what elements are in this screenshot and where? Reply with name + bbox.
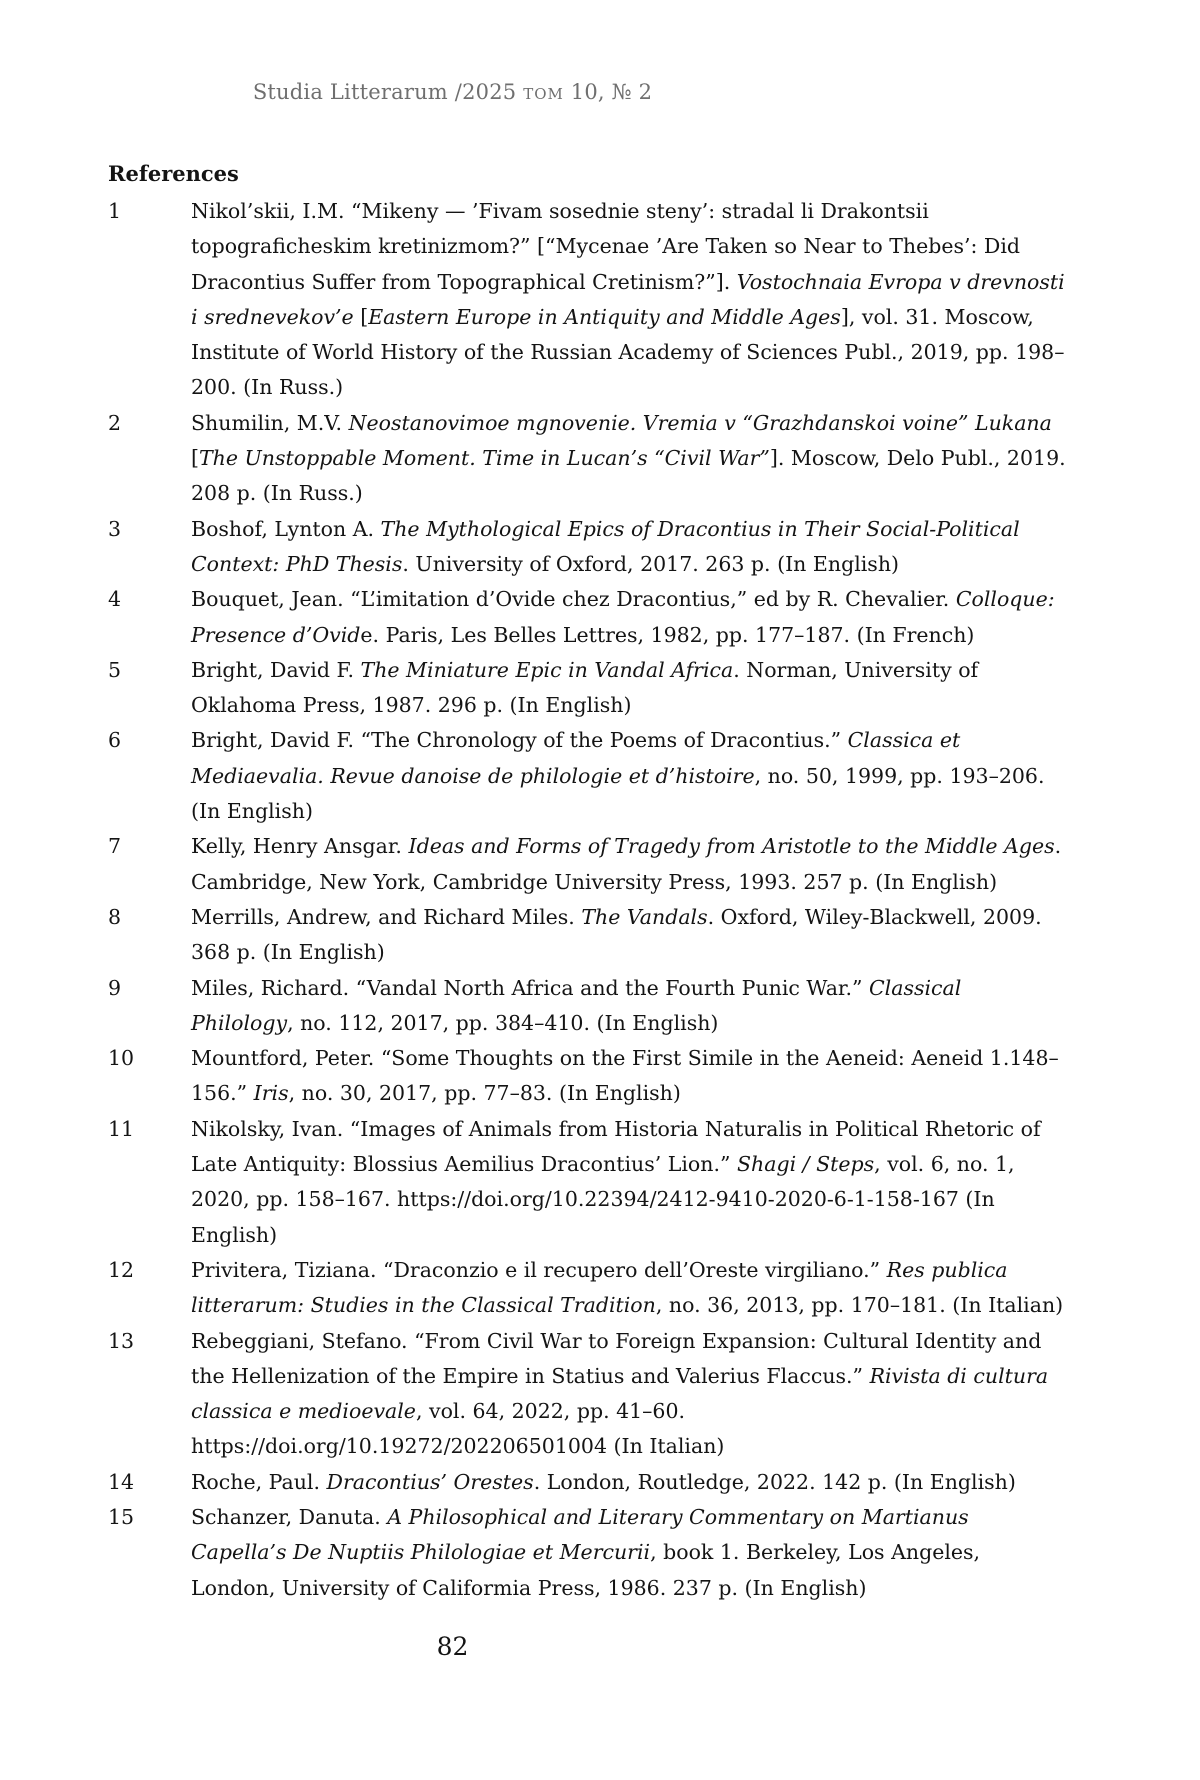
running-head: Studia Litterarum /2025 том 10, № 2	[252, 80, 653, 104]
reference-segment: Bouquet, Jean. “L’imitation d’Ovide chez Dracontius,” ed by R. Chevalier.	[191, 587, 956, 612]
volume-number: 10	[570, 80, 598, 104]
reference-segment: , no. 112, 2017, pp. 384–410. (In English)	[287, 1010, 719, 1035]
reference-title-italic: Shagi / Steps	[737, 1152, 875, 1177]
reference-item	[108, 1041, 1068, 1112]
reference-segment: , book 1. Berkeley, Los Angeles, London, University of Califormia Press, 1986. 237 p. (In English)	[191, 1540, 981, 1600]
reference-segment: , no. 50, 1999, pp. 193–206. (In English)	[191, 763, 1045, 824]
reference-title-italic: The Unstoppable Moment. Time in Lucan’s “Civil War”	[199, 446, 770, 471]
reference-segment: , no. 30, 2017, pp. 77–83. (In English)	[288, 1081, 681, 1106]
reference-number: 10	[108, 1046, 135, 1071]
reference-number: 3	[108, 516, 122, 541]
reference-number: 13	[108, 1328, 135, 1353]
reference-title-italic: Rivista di cultura classica e medioevale	[191, 1363, 1049, 1424]
reference-text	[191, 1470, 1016, 1494]
reference-text	[191, 199, 1065, 399]
reference-number: 2	[108, 410, 122, 435]
reference-segment: , vol. 64, 2022, pp. 41–60. https://doi.org/10.19272/202206501004 (In Italian)	[191, 1399, 725, 1459]
reference-text	[191, 1329, 1048, 1459]
reference-text	[191, 976, 961, 1035]
reference-title-italic: Neostanovimoe mgnovenie. Vremia v “Grazhdanskoi voine” Lukana	[348, 410, 1052, 435]
reference-text	[191, 1258, 1063, 1317]
reference-segment: Miles, Richard. “Vandal North Africa and the Fourth Punic War.”	[191, 975, 869, 1000]
reference-segment: [	[353, 304, 369, 329]
reference-item	[108, 900, 1068, 971]
reference-item	[108, 582, 1068, 653]
reference-item	[108, 1324, 1068, 1465]
journal-name: Studia Litterarum /2025	[252, 80, 517, 104]
reference-segment: Rebeggiani, Stefano. “From Civil War to Foreign Expansion: Cultural Identity and the Hellenization of the Empire in Statius and Valerius Flaccus.”	[191, 1328, 1042, 1388]
reference-segment: . Oxford, Wiley-Blackwell, 2009. 368 p. (In English)	[191, 904, 1042, 965]
reference-number: 1	[108, 199, 122, 223]
reference-segment: , no. 36, 2013, pp. 170–181. (In Italian)	[655, 1293, 1064, 1318]
reference-segment: ]. Moscow, Delo Publ., 2019. 208 p. (In Russ.)	[191, 446, 1066, 506]
reference-segment: Merrills, Andrew, and Richard Miles.	[191, 904, 582, 929]
volume-label: том	[523, 80, 564, 104]
reference-title-italic: The Vandals	[581, 904, 708, 929]
reference-number: 12	[108, 1257, 135, 1282]
reference-item	[108, 723, 1068, 829]
reference-title-italic: Dracontius’ Orestes	[326, 1469, 534, 1494]
reference-segment: [	[191, 446, 199, 471]
reference-segment: . University of Oxford, 2017. 263 p. (In English)	[402, 551, 900, 576]
reference-segment: , vol. 6, no. 1, 2020, pp. 158–167. https://doi.org/10.22394/2412-9410-2020-6-1-158-167 (In English)	[191, 1152, 1015, 1247]
reference-segment: Roche, Paul.	[191, 1469, 327, 1494]
reference-title-italic: Classica et Mediaevalia. Revue danoise de philologie et d’histoire	[191, 728, 961, 788]
reference-title-italic: Eastern Europe in Antiquity and Middle Ages	[368, 304, 841, 329]
reference-item	[108, 406, 1068, 512]
reference-segment: Schanzer, Danuta.	[191, 1504, 388, 1529]
reference-number: 8	[108, 904, 122, 929]
reference-segment: Mountford, Peter. “Some Thoughts on the First Simile in the Aeneid: Aeneid 1.148–156.”	[191, 1046, 1059, 1106]
reference-segment: . Cambridge, New York, Cambridge University Press, 1993. 257 p. (In English)	[191, 834, 1062, 894]
reference-segment: Kelly, Henry Ansgar.	[191, 834, 409, 859]
reference-item	[108, 971, 1068, 1042]
reference-text	[191, 517, 1020, 576]
reference-title-italic: Colloque: Presence d’Ovid	[191, 587, 1055, 647]
reference-number: 4	[108, 587, 122, 612]
reference-number: 14	[108, 1469, 135, 1494]
reference-text	[191, 905, 1042, 964]
reference-segment: Shumilin, M.V.	[191, 410, 349, 435]
reference-item	[108, 194, 1068, 406]
reference-segment: Nikolsky, Ivan. “Images of Animals from Historia Naturalis in Political Rhetoric of Late Antiquity: Blossius Aemilius Dracontius’ Lion.”	[191, 1116, 1041, 1177]
reference-title-italic: Iris	[253, 1081, 289, 1106]
reference-item	[108, 1465, 1068, 1500]
reference-item	[108, 829, 1068, 900]
reference-item	[108, 1112, 1068, 1253]
references-list	[108, 194, 1068, 1606]
reference-number: 11	[108, 1116, 135, 1141]
reference-text	[191, 834, 1061, 893]
reference-segment: e. Paris, Les Belles Lettres, 1982, pp. 177–187. (In French)	[360, 622, 975, 647]
reference-segment: . Norman, University of Oklahoma Press, 1987. 296 p. (In English)	[191, 657, 979, 718]
reference-segment: Bright, David F. “The Chronology of the Poems of Dracontius.”	[191, 728, 848, 753]
reference-text	[191, 587, 1055, 646]
reference-segment: Bright, David F.	[191, 657, 361, 682]
reference-title-italic: The Miniature Epic in Vandal Africa	[360, 657, 734, 682]
reference-number: 15	[108, 1504, 135, 1529]
reference-item	[108, 1500, 1068, 1606]
reference-text	[191, 1505, 980, 1600]
reference-segment: Boshof, Lynton A.	[191, 516, 381, 541]
reference-item	[108, 653, 1068, 724]
reference-text	[191, 1046, 1059, 1105]
page-number: 82	[436, 1632, 469, 1661]
references-heading: References	[108, 161, 239, 186]
reference-title-italic: The Mythological Epics of Dracontius in Their Social-Political Context: PhD Thesis	[191, 516, 1020, 576]
reference-title-italic: Res publica litterarum: Studies in the Classical Tradition	[191, 1257, 1008, 1318]
reference-item	[108, 512, 1068, 583]
reference-title-italic: A Philosophical and Literary Commentary on Martianus Capella’s De Nuptiis Philologiae et Mercurii	[191, 1504, 969, 1565]
reference-number: 7	[108, 834, 122, 859]
reference-number: 5	[108, 657, 122, 682]
reference-item	[108, 1253, 1068, 1324]
reference-title-italic: Vostochnaia Evropa v drevnosti i srednevekov’e	[191, 269, 1065, 329]
reference-title-italic: Classical Philology	[191, 975, 962, 1035]
reference-text	[191, 411, 1066, 506]
reference-segment: . London, Routledge, 2022. 142 p. (In English)	[533, 1469, 1016, 1494]
reference-title-italic: Ideas and Forms of Tragedy from Aristotle to the Middle Ages	[408, 834, 1055, 859]
reference-text	[191, 658, 978, 717]
issue-number: № 2	[611, 80, 653, 104]
reference-number: 6	[108, 728, 122, 753]
reference-number: 9	[108, 975, 122, 1000]
reference-segment: Privitera, Tiziana. “Draconzio e il recupero dell’Oreste virgiliano.”	[191, 1257, 887, 1282]
reference-segment: Nikol’skii, I.M. “Mikeny — ’Fivam sosednie steny’: stradal li Drakontsii topograficheskim kretinizmom?” [“Mycenae ’Are Taken so Near to Thebes’: Did Dracontius Suffer from Topographical Cretinism?”].	[191, 199, 1021, 294]
reference-text	[191, 728, 1044, 823]
reference-segment: ], vol. 31. Moscow, Institute of World History of the Russian Academy of Sciences Publ., 2019, pp. 198–200. (In Russ.)	[191, 304, 1065, 400]
reference-text	[191, 1117, 1041, 1247]
